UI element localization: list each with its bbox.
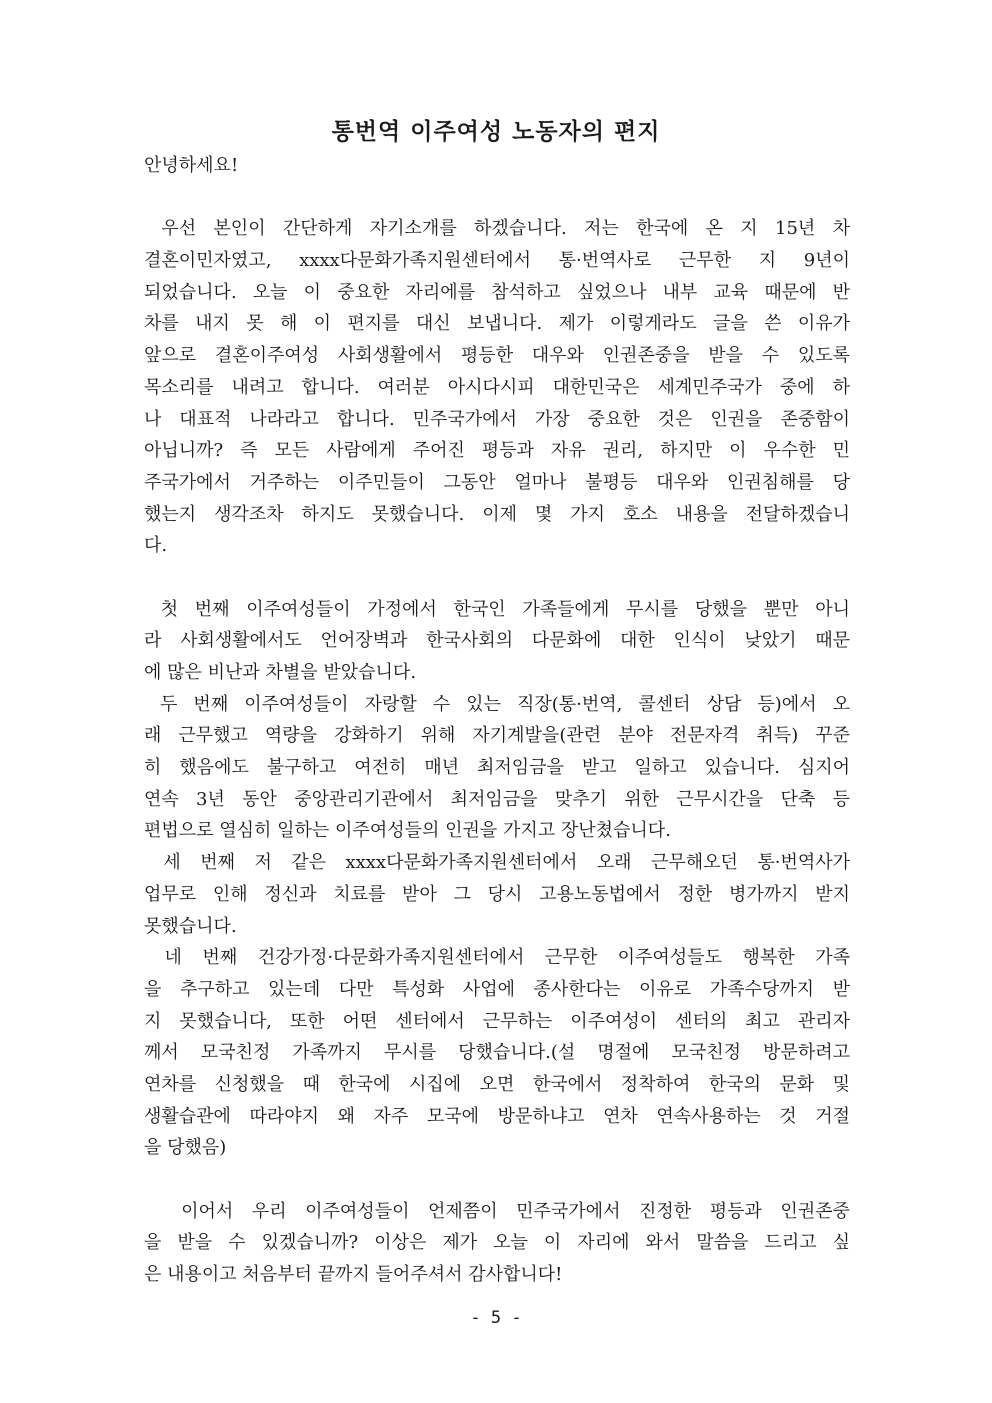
text-line: 을 추구하고 있는데 다만 특성화 사업에 종사한다는 이유로 가족수당까지 받	[144, 978, 850, 1000]
text-line: 세 번째 저 같은 xxxx다문화가족지원센터에서 오래 근무해오던 통·번역사가	[144, 852, 850, 874]
text-line: 연속 3년 동안 중앙관리기관에서 최저임금을 맞추기 위한 근무시간을 단축 등	[144, 788, 850, 810]
paragraph-closing	[144, 1196, 850, 1291]
text-line: 결혼이민자였고, xxxx다문화가족지원센터에서 통·번역사로 근무한 지 9년이	[144, 250, 850, 272]
text-line: 나 대표적 나라라고 합니다. 민주국가에서 가장 중요한 것은 인권을 존중함이	[144, 408, 850, 430]
text-line: 주국가에서 거주하는 이주민들이 그동안 얼마나 불평등 대우와 인권침해를 당	[144, 471, 850, 493]
text-line: 은 내용이고 처음부터 끝까지 들어주셔서 감사합니다!	[144, 1264, 563, 1286]
text-line: 되었습니다. 오늘 이 중요한 자리에를 참석하고 싶었으나 내부 교육 때문에 반	[144, 281, 850, 303]
text-line: 못했습니다.	[144, 915, 237, 937]
paragraph-introduction	[144, 213, 850, 562]
page-number: - 5 -	[470, 1308, 522, 1328]
text-line: 네 번째 건강가정·다문화가족지원센터에서 근무한 이주여성들도 행복한 가족	[144, 947, 850, 969]
text-line: 편법으로 열심히 일하는 이주여성들의 인권을 가지고 장난쳤습니다.	[144, 820, 671, 842]
text-line: 앞으로 결혼이주여성 사회생활에서 평등한 대우와 인권존중을 받을 수 있도록	[144, 345, 850, 367]
text-line: 생활습관에 따라야지 왜 자주 모국에 방문하냐고 연차 연속사용하는 것 거절	[144, 1105, 850, 1127]
text-line: 래 근무했고 역량을 강화하기 위해 자기계발을(관련 분야 전문자격 취득) 꾸준	[144, 725, 850, 747]
blank-line	[144, 182, 850, 214]
text-line: 두 번째 이주여성들이 자랑할 수 있는 직장(통·번역, 콜센터 상담 등)에서 오	[144, 693, 850, 715]
text-line: 첫 번째 이주여성들이 가정에서 한국인 가족들에게 무시를 당했을 뿐만 아니	[144, 598, 850, 620]
blank-line	[144, 562, 850, 594]
text-line: 께서 모국친정 가족까지 무시를 당했습니다.(설 명절에 모국친정 방문하려고	[144, 1042, 850, 1064]
text-line: 했는지 생각조차 하지도 못했습니다. 이제 몇 가지 호소 내용을 전달하겠습니	[144, 503, 850, 525]
text-line: 아닙니까? 즉 모든 사람에게 주어진 평등과 자유 권리, 하지만 이 우수한 민	[144, 440, 850, 462]
letter-body	[144, 150, 850, 1291]
document-title: 통번역 이주여성 노동자의 편지	[331, 118, 661, 145]
text-line: 을 당했음)	[144, 1137, 227, 1159]
paragraph-third-point	[144, 847, 850, 942]
text-line: 에 많은 비난과 차별을 받았습니다.	[144, 662, 417, 683]
text-line: 라 사회생활에서도 언어장벽과 한국사회의 다문화에 대한 인식이 낮았기 때문	[144, 630, 850, 652]
paragraph-second-point	[144, 689, 850, 847]
paragraph-first-point	[144, 594, 850, 689]
paragraph-fourth-point	[144, 942, 850, 1164]
text-line: 차를 내지 못 해 이 편지를 대신 보냅니다. 제가 이렇게라도 글을 쓴 이유가	[144, 313, 850, 335]
text-line: 목소리를 내려고 합니다. 여러분 아시다시피 대한민국은 세계민주국가 중에 하	[144, 376, 850, 398]
text-line: 업무로 인해 정신과 치료를 받아 그 당시 고용노동법에서 정한 병가까지 받지	[144, 883, 850, 905]
text-line: 히 했음에도 불구하고 여전히 매년 최저임금을 받고 일하고 있습니다. 심지어	[144, 757, 850, 779]
text-line: 이어서 우리 이주여성들이 언제쯤이 민주국가에서 진정한 평등과 인권존중	[144, 1200, 850, 1222]
text-line: 우선 본인이 간단하게 자기소개를 하겠습니다. 저는 한국에 온 지 15년 차	[144, 218, 850, 240]
greeting-line: 안녕하세요!	[144, 155, 239, 176]
blank-line	[144, 1164, 850, 1196]
text-line: 지 못했습니다, 또한 어떤 센터에서 근무하는 이주여성이 센터의 최고 관리자	[144, 1010, 850, 1032]
text-line: 연차를 신청했을 때 한국에 시집에 오면 한국에서 정착하여 한국의 문화 및	[144, 1073, 850, 1095]
text-line: 다.	[144, 535, 168, 557]
text-line: 을 받을 수 있겠습니까? 이상은 제가 오늘 이 자리에 와서 말씀을 드리고 싶	[144, 1232, 850, 1254]
